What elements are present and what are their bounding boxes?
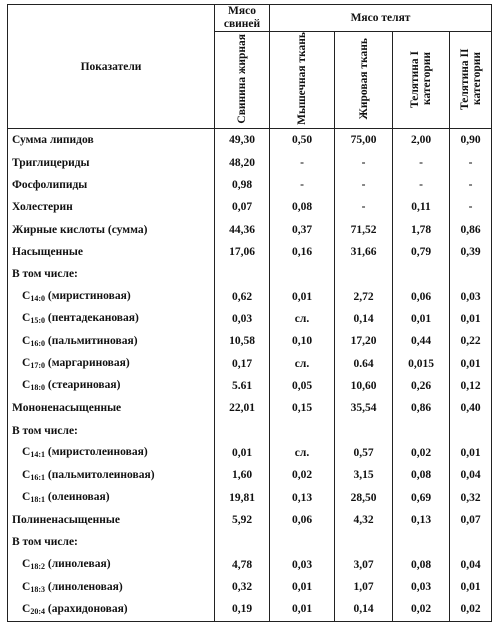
cell-value (335, 263, 393, 285)
cell-value: 0,14 (335, 598, 393, 621)
cell-value: 0,40 (450, 397, 492, 419)
row-label (8, 263, 215, 285)
row-label-text: (пальмитиновая) (47, 334, 138, 347)
cell-value: 0,01 (450, 308, 492, 330)
cell-value (215, 531, 270, 553)
cell-value: 19,81 (215, 487, 270, 509)
cell-value (215, 419, 270, 441)
cell-value: 44,36 (215, 218, 270, 240)
cell-value (393, 531, 450, 553)
cell-value (393, 419, 450, 441)
cell-value: 1,60 (215, 464, 270, 486)
cell-value: - (335, 174, 393, 196)
formula-symbol: C (22, 558, 31, 571)
table-row (8, 487, 492, 509)
table-row (8, 464, 492, 486)
table-row (8, 285, 492, 307)
table-row (8, 531, 492, 553)
cell-value: 0,86 (450, 218, 492, 240)
col-header-muscle-tissue: Мышечная ткань (270, 32, 335, 129)
cell-value: 22,01 (215, 397, 270, 419)
cell-value: 0,10 (270, 330, 335, 352)
cell-value: 3,07 (335, 554, 393, 576)
cell-value: 0,32 (450, 487, 492, 509)
cell-value: 0,04 (450, 554, 492, 576)
row-label-text: Фосфолипиды (12, 178, 88, 191)
row-label (8, 330, 215, 352)
formula-subscript: 14:0 (30, 294, 45, 304)
formula-subscript: 16:1 (30, 472, 45, 482)
formula-symbol: C (22, 491, 31, 504)
row-label (8, 531, 215, 553)
cell-value: 0,01 (270, 285, 335, 307)
row-label-text: (миристиновая) (47, 290, 131, 303)
cell-value: 0,26 (393, 375, 450, 397)
cell-value: 31,66 (335, 241, 393, 263)
table-row (8, 330, 492, 352)
cell-value: 0,01 (450, 442, 492, 464)
row-label (8, 419, 215, 441)
row-label-text: (олеиновая) (47, 491, 110, 504)
formula-symbol: C (22, 580, 31, 593)
table-body (8, 129, 492, 622)
cell-value: 0,13 (270, 487, 335, 509)
cell-value: 0,01 (450, 576, 492, 598)
row-label (8, 218, 215, 240)
table-row (8, 598, 492, 621)
cell-value: 0,17 (215, 352, 270, 374)
row-label (8, 397, 215, 419)
row-label-text: (стеариновая) (47, 379, 121, 392)
cell-value: - (270, 174, 335, 196)
cell-value: 4,32 (335, 509, 393, 531)
cell-value: 0,32 (215, 576, 270, 598)
cell-value: 49,30 (215, 129, 270, 152)
cell-value: 0,01 (450, 352, 492, 374)
cell-value: 0.64 (335, 352, 393, 374)
row-label-text: Триглицериды (12, 156, 90, 169)
row-label-text: Холестерин (12, 201, 73, 214)
cell-value: 10,58 (215, 330, 270, 352)
cell-value: 0,16 (270, 241, 335, 263)
row-label (8, 352, 215, 374)
table-row (8, 419, 492, 441)
cell-value (450, 531, 492, 553)
formula-subscript: 20:4 (30, 606, 45, 616)
cell-value: 0,08 (393, 464, 450, 486)
row-label (8, 151, 215, 173)
cell-value (450, 263, 492, 285)
row-label (8, 241, 215, 263)
cell-value (335, 531, 393, 553)
cell-value: 1,78 (393, 218, 450, 240)
formula-symbol: C (22, 290, 31, 303)
table-row (8, 375, 492, 397)
cell-value: 35,54 (335, 397, 393, 419)
cell-value: 0,37 (270, 218, 335, 240)
cell-value: 0,01 (270, 576, 335, 598)
col-header-veal-cat-1: Телятина I категории (393, 32, 450, 129)
cell-value: 0,07 (450, 509, 492, 531)
cell-value (450, 419, 492, 441)
row-label-text: В том числе: (12, 536, 78, 549)
lipid-composition-table (7, 4, 492, 622)
cell-value: - (270, 151, 335, 173)
row-label (8, 442, 215, 464)
row-label (8, 554, 215, 576)
table-row (8, 196, 492, 218)
cell-value: 0,01 (270, 598, 335, 621)
cell-value: 0,90 (450, 129, 492, 152)
row-label-text: (линоленовая) (47, 580, 123, 593)
row-label-text: Сумма липидов (12, 134, 94, 147)
cell-value: 0,02 (450, 598, 492, 621)
cell-value: - (393, 151, 450, 173)
formula-subscript: 15:0 (30, 316, 45, 326)
cell-value: 0,12 (450, 375, 492, 397)
cell-value: сл. (270, 308, 335, 330)
table-row (8, 554, 492, 576)
row-label-text: (арахидоновая) (47, 602, 128, 615)
formula-symbol: C (22, 602, 31, 615)
row-label-text: (маргариновая) (47, 357, 130, 370)
cell-value: 0,04 (450, 464, 492, 486)
cell-value: 0,57 (335, 442, 393, 464)
row-label (8, 285, 215, 307)
row-label-text: (миристолеиновая) (47, 446, 148, 459)
cell-value: 0,06 (393, 285, 450, 307)
indicator-header: Показатели (8, 5, 215, 129)
row-label-text: Насыщенные (12, 245, 83, 258)
cell-value: 0,11 (393, 196, 450, 218)
row-label (8, 509, 215, 531)
cell-value: - (450, 151, 492, 173)
row-label (8, 487, 215, 509)
table-row (8, 397, 492, 419)
formula-symbol: C (22, 468, 31, 481)
pork-group-header: Мясо свиней (215, 5, 270, 32)
table-row (8, 263, 492, 285)
cell-value: 71,52 (335, 218, 393, 240)
cell-value: 0,03 (270, 554, 335, 576)
cell-value: 0,08 (393, 554, 450, 576)
cell-value: - (335, 151, 393, 173)
formula-symbol: C (22, 312, 31, 325)
col-header-veal-cat-2: Телятина II категории (450, 32, 492, 129)
cell-value: 0,22 (450, 330, 492, 352)
cell-value: 0,06 (270, 509, 335, 531)
col-header-fat-tissue: Жировая ткань (335, 32, 393, 129)
cell-value: - (450, 196, 492, 218)
formula-symbol: C (22, 357, 31, 370)
row-label (8, 174, 215, 196)
cell-value: сл. (270, 442, 335, 464)
cell-value: 5.61 (215, 375, 270, 397)
cell-value: - (450, 174, 492, 196)
cell-value: 10,60 (335, 375, 393, 397)
table-row (8, 576, 492, 598)
row-label-text: Мононенасыщенные (12, 402, 122, 415)
cell-value: 0,03 (215, 308, 270, 330)
cell-value: 0,86 (393, 397, 450, 419)
cell-value: 0,14 (335, 308, 393, 330)
cell-value (270, 419, 335, 441)
formula-subscript: 16:0 (30, 338, 45, 348)
cell-value: 28,50 (335, 487, 393, 509)
formula-subscript: 18:2 (30, 562, 45, 572)
row-label (8, 129, 215, 152)
cell-value: 0,01 (393, 308, 450, 330)
cell-value (335, 419, 393, 441)
table-row (8, 308, 492, 330)
veal-group-header: Мясо телят (270, 5, 492, 32)
row-label (8, 308, 215, 330)
formula-subscript: 18:3 (30, 584, 45, 594)
cell-value: 2,00 (393, 129, 450, 152)
row-label (8, 576, 215, 598)
row-label-text: В том числе: (12, 268, 78, 281)
cell-value: 0,44 (393, 330, 450, 352)
table-header (8, 5, 492, 129)
row-label (8, 196, 215, 218)
cell-value: 2,72 (335, 285, 393, 307)
formula-symbol: C (22, 379, 31, 392)
cell-value: 0,69 (393, 487, 450, 509)
col-header-fat-pork: Свинина жирная (215, 32, 270, 129)
cell-value (270, 531, 335, 553)
cell-value: 0,03 (450, 285, 492, 307)
cell-value: 0,19 (215, 598, 270, 621)
formula-subscript: 14:1 (30, 450, 45, 460)
cell-value: 0,02 (270, 464, 335, 486)
formula-subscript: 17:0 (30, 361, 45, 371)
cell-value (215, 263, 270, 285)
cell-value: 0,02 (393, 442, 450, 464)
table-row (8, 129, 492, 152)
cell-value (393, 263, 450, 285)
table-row (8, 218, 492, 240)
table-row (8, 151, 492, 173)
cell-value: 0,03 (393, 576, 450, 598)
formula-subscript: 18:0 (30, 383, 45, 393)
cell-value: 0,02 (393, 598, 450, 621)
cell-value: 0,15 (270, 397, 335, 419)
row-label-text: (пальмитолеиновая) (47, 468, 155, 481)
row-label (8, 375, 215, 397)
cell-value: 0,05 (270, 375, 335, 397)
table-row (8, 241, 492, 263)
cell-value (270, 263, 335, 285)
row-label-text: Жирные кислоты (сумма) (12, 223, 148, 236)
cell-value: 0,62 (215, 285, 270, 307)
cell-value: 5,92 (215, 509, 270, 531)
row-label (8, 598, 215, 621)
formula-subscript: 18:1 (30, 495, 45, 505)
cell-value: - (393, 174, 450, 196)
table-row (8, 509, 492, 531)
cell-value: 0,08 (270, 196, 335, 218)
cell-value: сл. (270, 352, 335, 374)
cell-value: 17,06 (215, 241, 270, 263)
row-label (8, 464, 215, 486)
formula-symbol: C (22, 334, 31, 347)
cell-value: 0,79 (393, 241, 450, 263)
cell-value: 3,15 (335, 464, 393, 486)
table-row (8, 174, 492, 196)
cell-value: 0,50 (270, 129, 335, 152)
cell-value: 0,015 (393, 352, 450, 374)
cell-value: 48,20 (215, 151, 270, 173)
table-row (8, 442, 492, 464)
cell-value: - (335, 196, 393, 218)
row-label-text: Полиненасыщенные (12, 514, 120, 527)
cell-value: 75,00 (335, 129, 393, 152)
row-label-text: В том числе: (12, 424, 78, 437)
cell-value: 0,01 (215, 442, 270, 464)
table-row (8, 352, 492, 374)
cell-value: 4,78 (215, 554, 270, 576)
cell-value: 1,07 (335, 576, 393, 598)
cell-value: 0,07 (215, 196, 270, 218)
row-label-text: (пентадекановая) (47, 312, 139, 325)
cell-value: 0,98 (215, 174, 270, 196)
cell-value: 17,20 (335, 330, 393, 352)
cell-value: 0,39 (450, 241, 492, 263)
formula-symbol: C (22, 446, 31, 459)
row-label-text: (линолевая) (47, 558, 111, 571)
cell-value: 0,13 (393, 509, 450, 531)
